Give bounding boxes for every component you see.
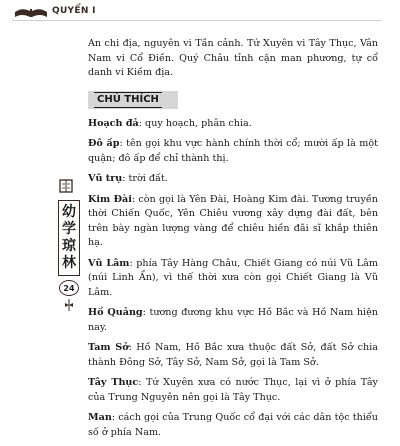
page-number: 24	[59, 280, 79, 296]
note-term: Man	[88, 412, 112, 423]
side-char: 林	[62, 255, 76, 271]
note-entry	[88, 257, 378, 301]
note-term: Tam Sở	[88, 342, 129, 353]
note-entry	[88, 341, 378, 370]
note-entry	[88, 306, 378, 335]
book-ornament-icon	[58, 178, 74, 194]
side-char: 幼	[62, 204, 76, 220]
note-term: Kim Đài	[88, 193, 132, 205]
note-term: Hồ Quảng	[88, 307, 143, 318]
side-tab	[58, 178, 80, 315]
book-logo-icon	[14, 6, 48, 18]
note-entry	[88, 172, 378, 187]
intro-paragraph: An chi địa, nguyên vi Tần cảnh. Tứ Xuyên vi Tây Thục, Vân Nam vi Cổ Điền. Quý Châu tỉnh cận man phương, tự cổ danh vi Kiềm địa.	[88, 38, 378, 78]
note-definition: : Hồ Nam, Hồ Bắc xưa thuộc đất Sở, đất Sở chia thành Đông Sở, Tây Sở, Nam Sở, gọi là Tam Sở.	[88, 342, 378, 368]
note-term: Hoạch đả	[88, 117, 139, 129]
note-term: Tây Thục	[88, 377, 139, 388]
note-definition: : tên gọi khu vực hành chính thời cổ; mười ấp là một quận; đô ấp để chỉ thành thị.	[88, 138, 378, 164]
note-term: Vũ Lâm	[88, 257, 130, 269]
side-char: 琼	[62, 238, 76, 254]
note-entry	[88, 193, 378, 251]
note-term: Vũ trụ	[88, 173, 123, 184]
note-entry	[88, 376, 378, 405]
page-body	[88, 37, 378, 446]
note-entry	[88, 117, 378, 132]
ornament-icon	[58, 299, 80, 311]
side-title-box	[58, 200, 80, 276]
note-definition: : tương đương khu vực Hồ Bắc và Hồ Nam hiện nay.	[88, 307, 378, 333]
note-entry	[88, 411, 378, 440]
side-char: 学	[62, 221, 76, 237]
header-rule	[12, 20, 382, 21]
notes-heading	[88, 91, 378, 109]
note-definition: : trời đất.	[122, 173, 168, 184]
note-definition: : cách gọi của Trung Quốc cổ đại với các dân tộc thiểu số ở phía Nam.	[88, 412, 378, 438]
note-term: Đô ấp	[88, 138, 120, 149]
note-definition: : quy hoạch, phân chia.	[138, 117, 252, 129]
volume-title: QUYỂN I	[52, 6, 96, 16]
note-definition: : Tứ Xuyên xưa có nước Thục, lại vì ở phía Tây của Trung Nguyên nên gọi là Tây Thục.	[88, 377, 378, 403]
note-entry	[88, 137, 378, 166]
note-definition: : phía Tây Hàng Châu, Chiết Giang có núi Vũ Lâm (núi Linh Ẩn), vì thế thời xưa còn gọi Chiết Giang là Vũ Lâm.	[88, 257, 378, 298]
heading-label: CHÚ THÍCH	[94, 92, 162, 108]
note-definition: : còn gọi là Yên Đài, Hoàng Kim đài. Tương truyền thời Chiến Quốc, Yên Chiêu vương xây dựng đài đất, bên trên bày ngàn lượng vàng để chiêu hiền đãi sĩ khắp thiên hạ.	[88, 193, 378, 248]
page-header	[12, 6, 382, 20]
